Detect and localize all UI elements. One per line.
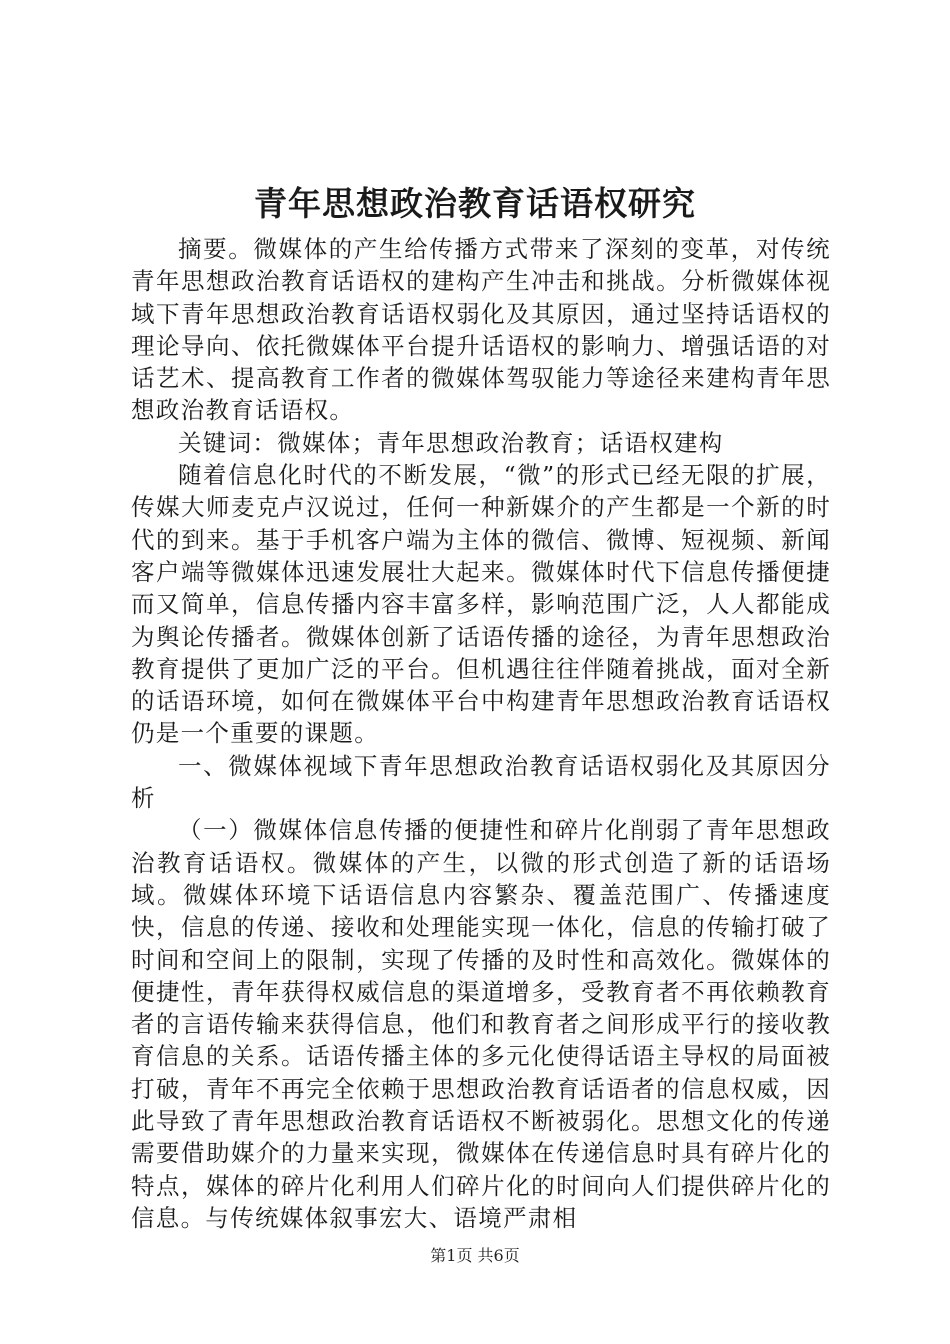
- document-title: 青年思想政治教育话语权研究: [254, 184, 696, 223]
- keywords-paragraph: 关键词：微媒体；青年思想政治教育；话语权建构: [178, 428, 724, 457]
- intro-paragraph: 随着信息化时代的不断发展，“微”的形式已经无限的扩展，传媒大师麦克卢汉说过，任何一种新媒介的产生都是一个新的时代的到来。基于手机客户端为主体的微信、微博、短视频、新闻客户端等微媒体迅速发展壮大起来。微媒体时代下信息传播便捷而又简单，信息传播内容丰富多样，影响范围广泛，人人都能成为舆论传播者。微媒体创新了话语传播的途径，为青年思想政治教育提供了更加广泛的平台。但机遇往往伴随着挑战，面对全新的话语环境，如何在微媒体平台中构建青年思想政治教育话语权仍是一个重要的课题。: [131, 461, 831, 748]
- subsection-paragraph: （一）微媒体信息传播的便捷性和碎片化削弱了青年思想政治教育话语权。微媒体的产生，以微的形式创造了新的话语场域。微媒体环境下话语信息内容繁杂、覆盖范围广、传播速度快，信息的传递、接收和处理能实现一体化，信息的传输打破了时间和空间上的限制，实现了传播的及时性和高效化。微媒体的便捷性，青年获得权威信息的渠道增多，受教育者不再依赖教育者的言语传输来获得信息，他们和教育者之间形成平行的接收教育信息的关系。话语传播主体的多元化使得话语主导权的局面被打破，青年不再完全依赖于思想政治教育话语者的信息权威，因此导致了青年思想政治教育话语权不断被弱化。思想文化的传递需要借助媒介的力量来实现，微媒体在传递信息时具有碎片化的特点，媒体的碎片化利用人们碎片化的时间向人们提供碎片化的信息。与传统媒体叙事宏大、语境严肃相: [131, 816, 831, 1232]
- section-heading: 一、微媒体视域下青年思想政治教育话语权弱化及其原因分析: [131, 751, 831, 813]
- document-body: [131, 233, 831, 1234]
- page-footer: 第1页 共6页: [430, 1246, 520, 1265]
- abstract-paragraph: 摘要。微媒体的产生给传播方式带来了深刻的变革，对传统青年思想政治教育话语权的建构产生冲击和挑战。分析微媒体视域下青年思想政治教育话语权弱化及其原因，通过坚持话语权的理论导向、依托微媒体平台提升话语权的影响力、增强话语的对话艺术、提高教育工作者的微媒体驾驭能力等途径来建构青年思想政治教育话语权。: [131, 235, 831, 425]
